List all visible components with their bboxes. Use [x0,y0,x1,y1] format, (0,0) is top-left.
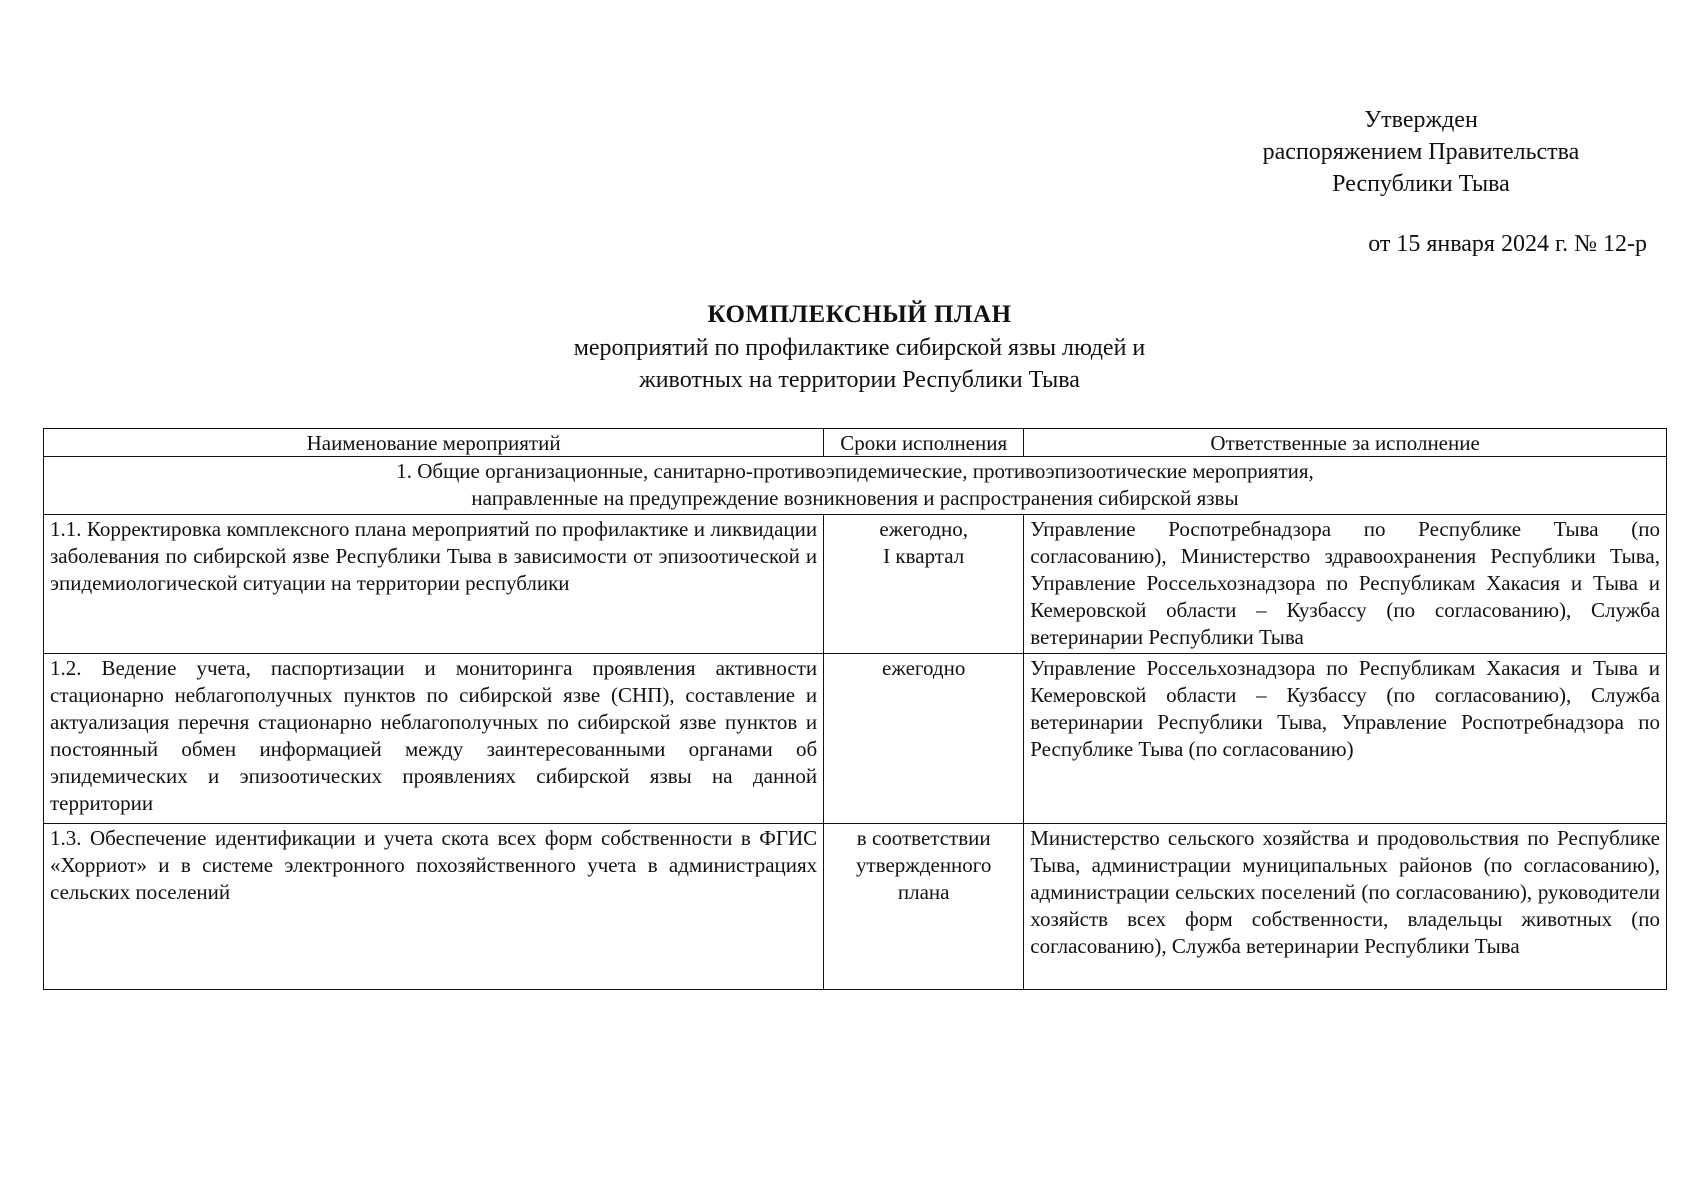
header-activity-name: Наименование мероприятий [44,429,824,457]
row-1-term-line-2: I квартал [883,544,965,568]
document-subtitle-line-1: мероприятий по профилактике сибирской язвы людей и [573,335,1146,361]
row-2-name: 1.2. Ведение учета, паспортизации и мониторинга проявления активности стационарно неблагополучных пунктов по сибирской язве (СНП), составление и актуализация перечня стационарно неблагополучных по сибирской язве пунктов и постоянный обмен информацией между заинтересованными органами об эпидемических и эпизоотических проявлениях сибирской язвы на данной территории [44,654,824,824]
row-3-term [824,824,1024,990]
row-3-term-line-2: утвержденного [856,853,992,877]
row-2-responsible: Управление Россельхознадзора по Республикам Хакасия и Тыва и Кемеровской области – Кузбассу (по согласованию), Служба ветеринарии Республики Тыва, Управление Роспотребнадзора по Республике Тыва (по согласованию) [1024,654,1667,824]
document-title: КОМПЛЕКСНЫЙ ПЛАН [707,301,1012,328]
row-1-responsible: Управление Роспотребнадзора по Республике Тыва (по согласованию), Министерство здравоохранения Республики Тыва, Управление Россельхознадзора по Республикам Хакасия и Тыва и Кемеровской области – Кузбассу (по согласованию), Служба ветеринарии Республики Тыва [1024,515,1667,654]
approval-line-1: Утвержден [1364,107,1478,133]
row-3-name: 1.3. Обеспечение идентификации и учета скота всех форм собственности в ФГИС «Хорриот» и в системе электронного похозяйственного учета в администрациях сельских поселений [44,824,824,990]
row-2-term-line-1: ежегодно [882,656,966,680]
row-1-name: 1.1. Корректировка комплексного плана мероприятий по профилактике и ликвидации заболевания по сибирской язве Республики Тыва в зависимости от эпизоотической и эпидемиологической ситуации на территории республики [44,515,824,654]
section-1-line-2: направленные на предупреждение возникновения и распространения сибирской язвы [471,486,1239,510]
table-header-row [44,429,1667,457]
document-title-block [43,298,1676,396]
section-1-title [44,457,1667,515]
approval-line-2: распоряжением Правительства [1262,139,1580,165]
row-2-term [824,654,1024,824]
row-1-term [824,515,1024,654]
document-subtitle-line-2: животных на территории Республики Тыва [639,367,1080,393]
section-1-line-1: 1. Общие организационные, санитарно-противоэпидемические, противоэпизоотические мероприятия, [396,459,1314,483]
row-3-term-line-1: в соответствии [856,826,991,850]
table-row [44,654,1667,824]
section-row [44,457,1667,515]
approval-date: от 15 января 2024 г. № 12-р [1368,231,1647,257]
header-responsible: Ответственные за исполнение [1024,429,1667,457]
row-1-term-line-1: ежегодно, [879,517,968,541]
table-row [44,515,1667,654]
approval-stamp [1211,104,1631,200]
plan-table [43,428,1667,990]
header-deadline: Сроки исполнения [824,429,1024,457]
table-row [44,824,1667,990]
approval-line-3: Республики Тыва [1332,171,1510,197]
row-3-responsible: Министерство сельского хозяйства и продовольствия по Республике Тыва, администрации муниципальных районов (по согласованию), администрации сельских поселений (по согласованию), руководители хозяйств всех форм собственности, владельцы животных (по согласованию), Служба ветеринарии Республики Тыва [1024,824,1667,990]
row-3-term-line-3: плана [897,880,950,904]
